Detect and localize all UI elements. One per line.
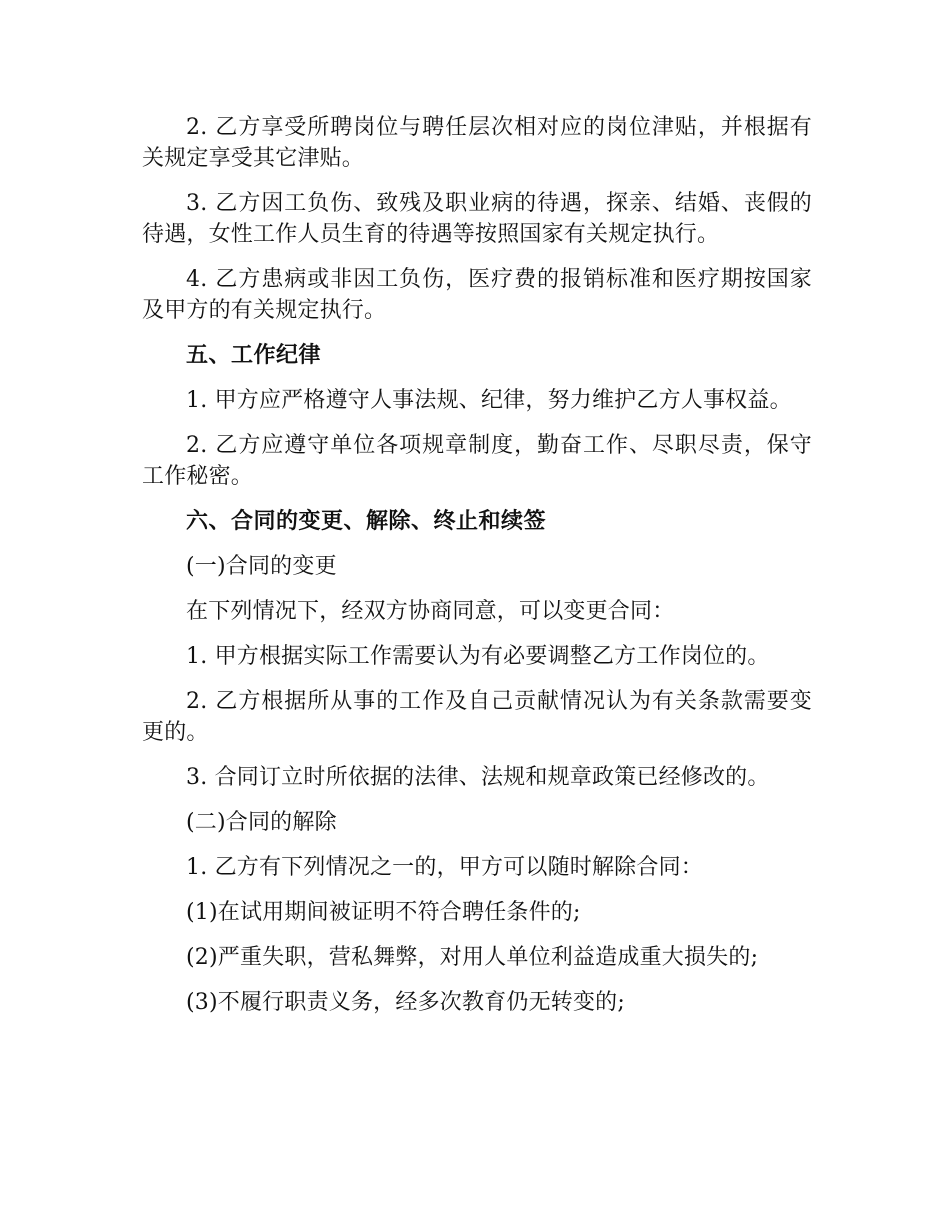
paragraph-termination-item-3: (3)不履行职责义务，经多次教育仍无转变的; xyxy=(186,990,625,1015)
paragraph-party-b-duty: 2. 乙方应遵守单位各项规章制度，勤奋工作、尽职尽责，保守工作秘密。 xyxy=(142,433,812,489)
subheading-contract-termination: (二)合同的解除 xyxy=(186,810,337,835)
paragraph-termination-item-1: (1)在试用期间被证明不符合聘任条件的; xyxy=(186,900,581,925)
paragraph-termination-intro: 1. 乙方有下列情况之一的，甲方可以随时解除合同： xyxy=(186,855,703,880)
paragraph-change-item-3: 3. 合同订立时所依据的法律、法规和规章政策已经修改的。 xyxy=(186,765,770,790)
subheading-contract-change: (一)合同的变更 xyxy=(186,554,337,579)
paragraph-change-conditions: 在下列情况下，经双方协商同意，可以变更合同： xyxy=(186,599,675,624)
document-page xyxy=(142,112,812,1032)
section-heading-contract-changes: 六、合同的变更、解除、终止和续签 xyxy=(186,509,547,534)
paragraph-injury-benefits: 3. 乙方因工负伤、致残及职业病的待遇，探亲、结婚、丧假的待遇，女性工作人员生育的待遇等按照国家有关规定执行。 xyxy=(142,191,812,247)
paragraph-medical: 4. 乙方患病或非因工负伤，医疗费的报销标准和医疗期按国家及甲方的有关规定执行。 xyxy=(142,267,812,323)
paragraph-termination-item-2: (2)严重失职，营私舞弊，对用人单位利益造成重大损失的; xyxy=(186,945,759,970)
section-heading-discipline: 五、工作纪律 xyxy=(186,343,322,368)
paragraph-allowance: 2. 乙方享受所聘岗位与聘任层次相对应的岗位津贴，并根据有关规定享受其它津贴。 xyxy=(142,115,812,171)
paragraph-party-a-duty: 1. 甲方应严格遵守人事法规、纪律，努力维护乙方人事权益。 xyxy=(186,388,792,413)
paragraph-change-item-1: 1. 甲方根据实际工作需要认为有必要调整乙方工作岗位的。 xyxy=(186,644,770,669)
paragraph-change-item-2: 2. 乙方根据所从事的工作及自己贡献情况认为有关条款需要变更的。 xyxy=(142,689,812,745)
